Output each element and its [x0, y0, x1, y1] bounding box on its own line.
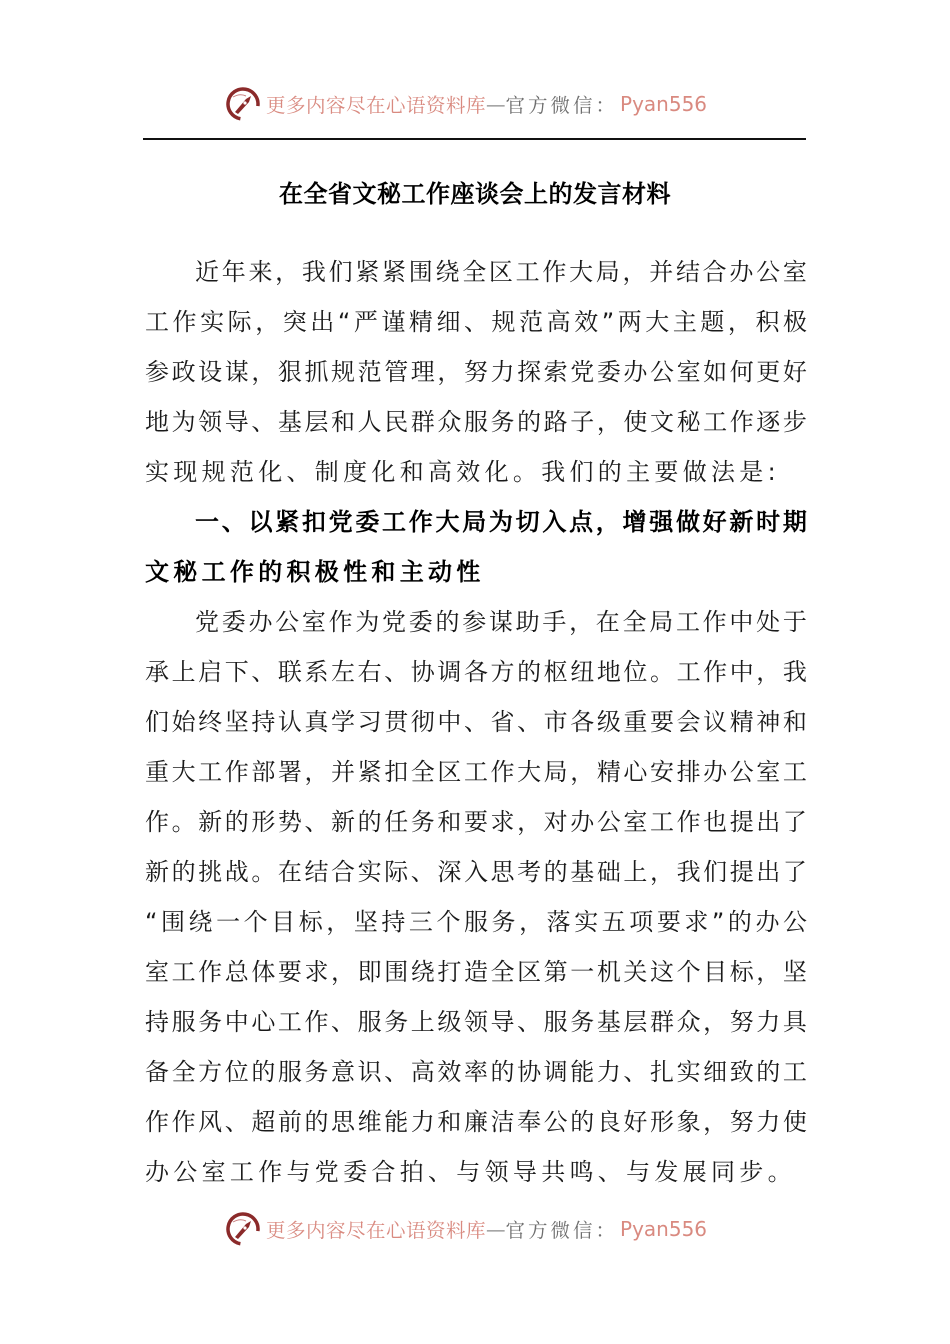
header-divider [143, 138, 806, 140]
paragraph-line: 作 。 新 的 形 势 、 新 的 任 务 和 要 求 ， 对 办 公 室 工 作 也 提 出 了 [145, 808, 807, 836]
watermark-dash: — [486, 92, 506, 116]
paragraph-line: 作 作 风 、 超 前 的 思 维 能 力 和 廉 洁 奉 公 的 良 好 形 象 ， 努 力 使 [145, 1108, 807, 1136]
paragraph-line: 新 的 挑 战 。 在 结 合 实 际 、 深 入 思 考 的 基 础 上 ， 我 们 提 出 了 [145, 858, 807, 886]
document-title: 在全省文秘工作座谈会上的发言材料 [279, 180, 671, 208]
paragraph-line: 地 为 领 导 、 基 层 和 人 民 群 众 服 务 的 路 子 ， 使 文 秘 工 作 逐 步 [145, 408, 807, 436]
paragraph-line: 党 委 办 公 室 作 为 党 委 的 参 谋 助 手 ， 在 全 局 工 作 中 处 于 [195, 608, 807, 636]
pen-nib-logo-icon [226, 87, 260, 121]
paragraph-line: 参 政 设 谋 ， 狠 抓 规 范 管 理 ， 努 力 探 索 党 委 办 公 室 如 何 更 好 [145, 358, 807, 386]
watermark-wechat-id: Pyan556 [620, 1217, 708, 1241]
paragraph-line: 办公室工作与党委合拍、与领导共鸣、与发展同步。 [145, 1158, 796, 1186]
paragraph-line: 承 上 启 下 、 联 系 左 右 、 协 调 各 方 的 枢 纽 地 位 。 工 作 中 ， 我 [145, 658, 807, 686]
watermark-site-text: 更多内容尽在心语资料库 [266, 1219, 487, 1242]
paragraph-line: 持 服 务 中 心 工 作 、 服 务 上 级 领 导 、 服 务 基 层 群 众 ， 努 力 具 [145, 1008, 807, 1036]
watermark-official-label: 官方微信： [505, 1219, 619, 1242]
watermark-official-label: 官方微信： [505, 94, 619, 117]
watermark-wechat-id: Pyan556 [620, 92, 708, 116]
paragraph-line: 实现规范化、制度化和高效化。我们的主要做法是: [145, 458, 780, 486]
watermark-dash: — [486, 1217, 506, 1241]
paragraph-line: 备 全 方 位 的 服 务 意 识 、 高 效 率 的 协 调 能 力 、 扎 实 细 致 的 工 [145, 1058, 807, 1086]
document-body [145, 247, 807, 1197]
paragraph-line: 室 工 作 总 体 要 求 ， 即 围 绕 打 造 全 区 第 一 机 关 这 个 目 标 ， 坚 [145, 958, 807, 986]
paragraph-line: 重 大 工 作 部 署 ， 并 紧 扣 全 区 工 作 大 局 ， 精 心 安 排 办 公 室 工 [145, 758, 807, 786]
paragraph-line: 近 年 来 ， 我 们 紧 紧 围 绕 全 区 工 作 大 局 ， 并 结 合 办 公 室 [195, 258, 807, 286]
section-heading-line: 文秘工作的积极性和主动性 [145, 558, 485, 586]
header-watermark [226, 84, 707, 124]
section-heading-line: 一 、 以 紧 扣 党 委 工 作 大 局 为 切 入 点 ， 增 强 做 好 新 时 期 [195, 508, 807, 536]
footer-watermark [226, 1209, 707, 1249]
paragraph-line: 工 作 实 际 ， 突 出 “ 严 谨 精 细 、 规 范 高 效 ” 两 大 主 题 ， 积 极 [145, 308, 807, 336]
pen-nib-logo-icon [226, 1212, 260, 1246]
paragraph-line: 们 始 终 坚 持 认 真 学 习 贯 彻 中 、 省 、 市 各 级 重 要 会 议 精 神 和 [145, 708, 807, 736]
paragraph-line: “ 围 绕 一 个 目 标 ， 坚 持 三 个 服 务 ， 落 实 五 项 要 求 ” 的 办 公 [145, 908, 807, 936]
watermark-site-text: 更多内容尽在心语资料库 [266, 94, 487, 117]
